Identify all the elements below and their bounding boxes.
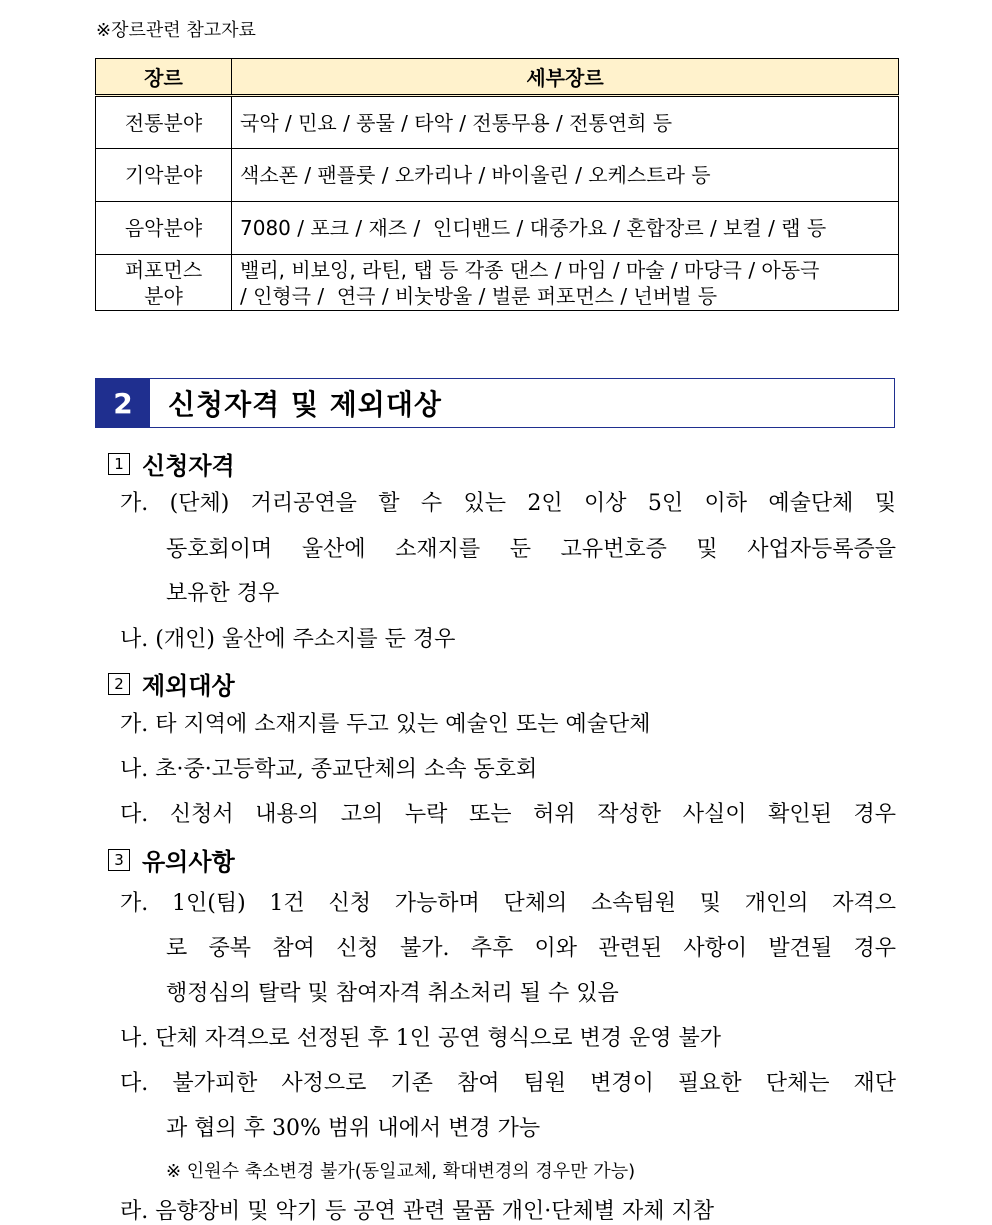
list-text: 초·중·고등학교, 종교단체의 소속 동호회 <box>155 757 538 782</box>
subgenre-cell: 7080 / 포크 / 재즈 / 인디밴드 / 대중가요 / 혼합장르 / 보컬 / 랩 등 <box>232 202 899 255</box>
subsection-title-notes <box>108 842 235 877</box>
header-subgenre: 세부장르 <box>232 59 899 96</box>
table-row <box>96 202 899 255</box>
subsection-number: 3 <box>108 849 130 871</box>
genre-cell: 기악분야 <box>96 149 232 202</box>
list-item-continuation: 과 협의 후 30% 범위 내에서 변경 가능 <box>166 1116 541 1141</box>
subgenre-cell: 국악 / 민요 / 풍물 / 타악 / 전통무용 / 전통연희 등 <box>232 96 899 149</box>
list-marker: 가. <box>120 712 149 737</box>
list-item <box>120 622 455 653</box>
subsection-label: 신청자격 <box>142 452 235 480</box>
subsection-title-eligibility <box>108 446 235 481</box>
list-text: (단체) 거리공연을 할 수 있는 2인 이상 5인 이하 예술단체 및 <box>169 491 896 516</box>
list-item <box>120 1194 714 1225</box>
list-text: 신청서 내용의 고의 누락 또는 허위 작성한 사실이 확인된 경우 <box>169 802 896 827</box>
subsection-number: 2 <box>108 673 130 695</box>
subsection-label: 제외대상 <box>142 672 235 700</box>
subsection-number: 1 <box>108 453 130 475</box>
list-marker: 나. <box>120 1026 149 1051</box>
subgenre-cell-line: / 인형극 / 연극 / 비눗방울 / 벌룬 퍼포먼스 / 넌버벌 등 <box>240 283 718 308</box>
table-row <box>96 149 899 202</box>
section-header <box>95 378 895 428</box>
list-item-continuation: 보유한 경우 <box>166 581 280 606</box>
genre-cell: 전통분야 <box>96 96 232 149</box>
genre-cell-line: 퍼포먼스 <box>124 257 203 282</box>
genre-cell: 음악분야 <box>96 202 232 255</box>
list-text: 불가피한 사정으로 기존 참여 팀원 변경이 필요한 단체는 재단 <box>172 1071 897 1096</box>
genre-cell-line: 분야 <box>144 283 183 308</box>
list-item <box>120 1021 721 1052</box>
genre-cell <box>96 255 232 311</box>
list-marker: 가. <box>120 891 149 916</box>
subgenre-cell-line: 밸리, 비보잉, 라틴, 탭 등 각종 댄스 / 마임 / 마술 / 마당극 / 아동극 <box>240 257 820 282</box>
list-marker: 다. <box>120 802 149 827</box>
header-genre: 장르 <box>96 59 232 96</box>
table-row <box>96 96 899 149</box>
list-text: 단체 자격으로 선정된 후 1인 공연 형식으로 변경 운영 불가 <box>155 1026 721 1051</box>
subsection-title-exclusions <box>108 666 235 701</box>
table-row <box>96 255 899 311</box>
list-marker: 나. <box>120 757 149 782</box>
list-item <box>120 752 537 783</box>
list-item <box>120 797 896 828</box>
list-item <box>120 707 651 738</box>
list-text: (개인) 울산에 주소지를 둔 경우 <box>155 627 456 652</box>
genre-table <box>95 58 899 311</box>
section-title: 신청자격 및 제외대상 <box>168 388 442 421</box>
list-item <box>120 1066 896 1097</box>
reference-note: ※장르관련 참고자료 <box>96 20 256 41</box>
subgenre-cell <box>232 255 899 311</box>
section-number: 2 <box>96 379 150 427</box>
list-text: 타 지역에 소재지를 두고 있는 예술인 또는 예술단체 <box>155 712 651 737</box>
subgenre-cell: 색소폰 / 팬플룻 / 오카리나 / 바이올린 / 오케스트라 등 <box>232 149 899 202</box>
list-item-continuation: 로 중복 참여 신청 불가. 추후 이와 관련된 사항이 발견될 경우 <box>166 936 896 961</box>
subsection-label: 유의사항 <box>142 848 235 876</box>
inline-note: ※ 인원수 축소변경 불가(동일교체, 확대변경의 경우만 가능) <box>166 1161 636 1182</box>
list-text: 1인(팀) 1건 신청 가능하며 단체의 소속팀원 및 개인의 자격으 <box>172 891 897 916</box>
list-marker: 나. <box>120 627 149 652</box>
list-item-continuation: 동호회이며 울산에 소재지를 둔 고유번호증 및 사업자등록증을 <box>166 537 896 562</box>
list-marker: 라. <box>120 1199 149 1224</box>
list-text: 음향장비 및 악기 등 공연 관련 물품 개인·단체별 자체 지참 <box>155 1199 714 1224</box>
list-item-continuation: 행정심의 탈락 및 참여자격 취소처리 될 수 있음 <box>166 981 619 1006</box>
table-header-row <box>96 59 899 96</box>
list-marker: 다. <box>120 1071 149 1096</box>
list-item <box>120 486 896 517</box>
list-item <box>120 886 896 917</box>
list-marker: 가. <box>120 491 149 516</box>
